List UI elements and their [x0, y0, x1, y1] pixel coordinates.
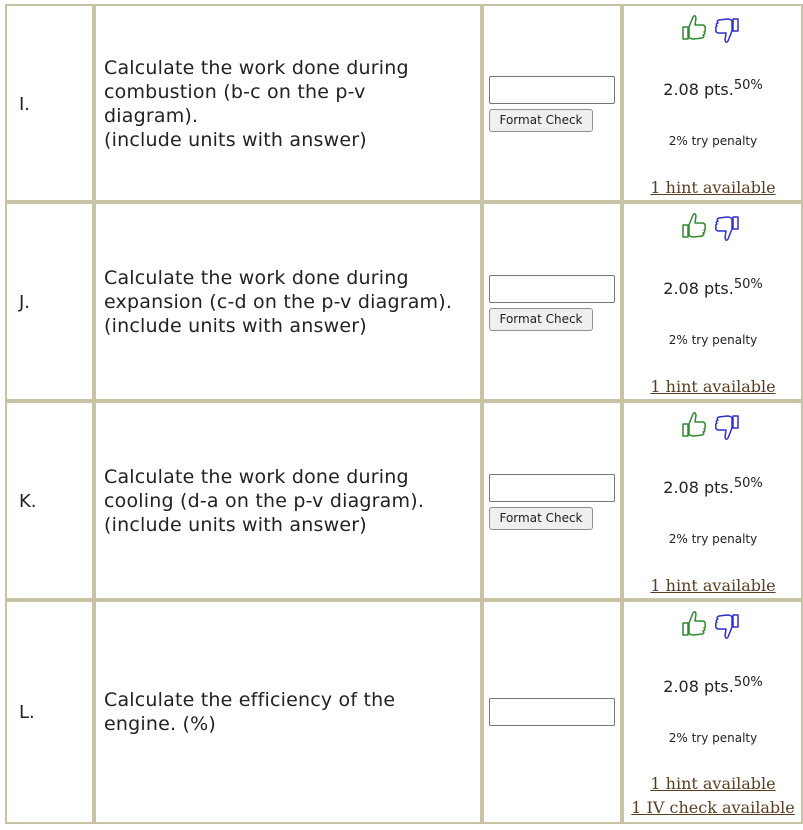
format-check-button[interactable]: Format Check [489, 109, 593, 132]
score-cell [622, 4, 803, 202]
points-text: 2.08 pts. [663, 279, 734, 298]
answer-input[interactable] [489, 698, 615, 726]
question-line: (include units with answer) [104, 514, 367, 536]
score-cell [622, 401, 803, 600]
thumbs-down-icon[interactable] [713, 210, 741, 248]
thumbs-down-icon[interactable] [713, 12, 741, 50]
row-label-cell [5, 401, 94, 600]
row-label: J. [19, 292, 31, 313]
format-check-button[interactable]: Format Check [489, 507, 593, 530]
thumbs-down-icon[interactable] [713, 608, 741, 646]
question-text [104, 56, 409, 152]
thumbs-up-icon[interactable] [680, 210, 708, 248]
row-label-cell [5, 202, 94, 401]
feedback-icons [680, 409, 744, 445]
question-line: Calculate the work done during [104, 267, 409, 289]
points-text: 2.08 pts. [663, 478, 734, 497]
question-line: combustion (b-c on the p-v [104, 81, 366, 103]
score-cell [622, 600, 803, 824]
hint-link[interactable]: 1 hint available [650, 377, 776, 396]
answer-input[interactable] [489, 474, 615, 502]
answer-input[interactable] [489, 275, 615, 303]
points-text: 2.08 pts. [663, 80, 734, 99]
score-cell [622, 202, 803, 401]
points-value [624, 80, 802, 99]
answer-input[interactable] [489, 76, 615, 104]
question-text [104, 266, 452, 338]
try-penalty: 2% try penalty [668, 731, 758, 745]
try-penalty: 2% try penalty [668, 532, 758, 546]
row-label: L. [19, 702, 35, 723]
points-value [624, 279, 802, 298]
question-line: diagram). [104, 105, 199, 127]
points-percent: 50% [733, 675, 763, 690]
answer-cell [482, 401, 622, 600]
row-label: K. [19, 491, 37, 512]
feedback-icons [680, 210, 744, 246]
iv-check-link[interactable]: 1 IV check available [631, 798, 795, 817]
question-line: engine. (%) [104, 713, 216, 735]
question-line: (include units with answer) [104, 315, 367, 337]
answer-cell [482, 4, 622, 202]
points-value [624, 677, 802, 696]
hint-link[interactable]: 1 hint available [650, 178, 776, 197]
row-label: I. [19, 94, 31, 115]
question-cell [94, 401, 482, 600]
question-line: Calculate the work done during [104, 466, 409, 488]
row-label-cell [5, 600, 94, 824]
hint-link[interactable]: 1 hint available [650, 774, 776, 793]
try-penalty: 2% try penalty [668, 134, 758, 148]
points-value [624, 478, 802, 497]
question-line: Calculate the work done during [104, 57, 409, 79]
thumbs-down-icon[interactable] [713, 409, 741, 447]
hint-link[interactable]: 1 hint available [650, 576, 776, 595]
feedback-icons [680, 608, 744, 644]
question-line: (include units with answer) [104, 129, 367, 151]
question-line: Calculate the efficiency of the [104, 689, 396, 711]
answer-cell [482, 600, 622, 824]
row-label-cell [5, 4, 94, 202]
try-penalty: 2% try penalty [668, 333, 758, 347]
answer-cell [482, 202, 622, 401]
feedback-icons [680, 12, 744, 48]
question-cell [94, 600, 482, 824]
thumbs-up-icon[interactable] [680, 409, 708, 447]
points-percent: 50% [733, 476, 763, 491]
thumbs-up-icon[interactable] [680, 608, 708, 646]
question-text [104, 688, 395, 736]
question-line: cooling (d-a on the p-v diagram). [104, 490, 425, 512]
question-cell [94, 202, 482, 401]
format-check-button[interactable]: Format Check [489, 308, 593, 331]
question-text [104, 465, 424, 537]
points-percent: 50% [733, 277, 763, 292]
question-line: expansion (c-d on the p-v diagram). [104, 291, 453, 313]
points-percent: 50% [733, 78, 763, 93]
question-cell [94, 4, 482, 202]
thumbs-up-icon[interactable] [680, 12, 708, 50]
points-text: 2.08 pts. [663, 677, 734, 696]
